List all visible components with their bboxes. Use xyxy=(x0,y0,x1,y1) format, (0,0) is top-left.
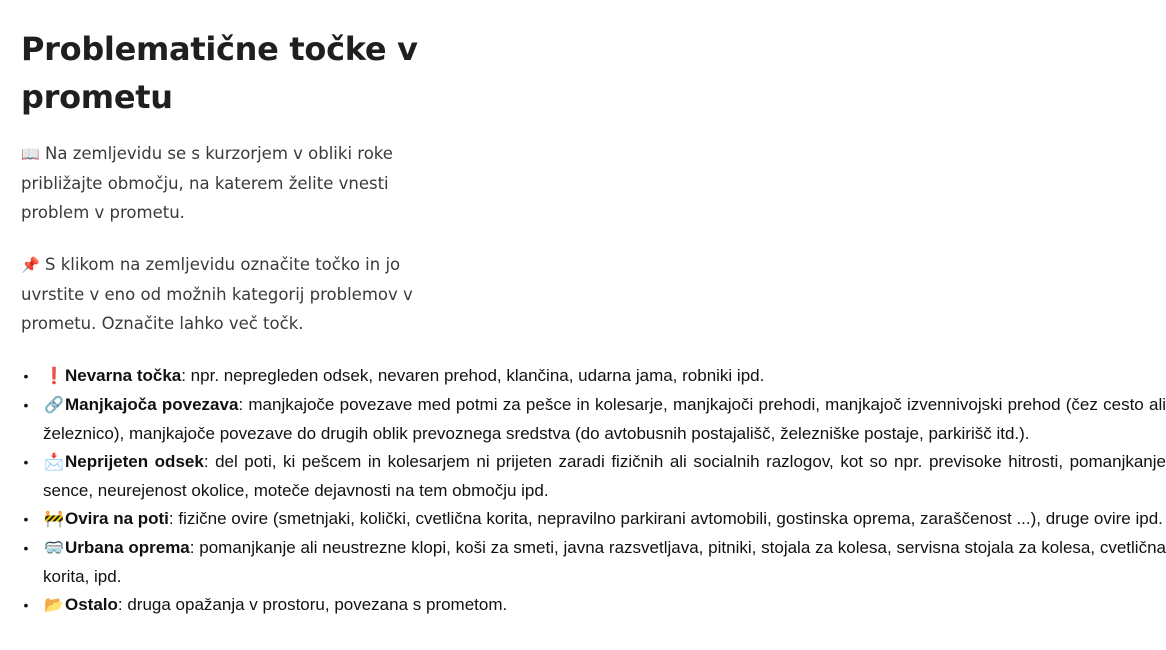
bench-icon: 🥽 xyxy=(44,540,64,557)
page-title: Problematične točke v prometu xyxy=(21,30,418,116)
category-list xyxy=(21,362,1166,620)
category-name: Ostalo xyxy=(65,595,118,614)
category-description: : del poti, ki pešcem in kolesarjem ni prijeten zaradi fizičnih ali socialnih razlogov, kot so npr. previsoke hitrosti, pomanjkanje sence, neurejenost okolice, moteče dejavnosti na tem območju ipd. xyxy=(43,452,1166,500)
bullet: • xyxy=(23,597,29,613)
category-description: : manjkajoče povezave med potmi za pešce in kolesarje, manjkajoči prehodi, manjkajoč izvennivojski prehod (čez cesto ali železnico), manjkajoče povezave do drugih oblik prevoznega sredstva (do avtobusnih postajališč, železniške postaje, parkirišč itd.). xyxy=(43,395,1166,443)
instruction-text-zoom: Na zemljevidu se s kurzorjem v obliki roke približajte območju, na katerem želite vnesti problem v prometu. xyxy=(21,144,393,222)
exclamation-icon: ❗ xyxy=(44,368,64,385)
instruction-paragraph-mark xyxy=(21,250,421,338)
bullet: • xyxy=(23,540,29,556)
intro-panel xyxy=(21,0,421,338)
instruction-paragraph-zoom xyxy=(21,139,421,227)
pushpin-icon: 📌 xyxy=(21,256,40,274)
bullet: • xyxy=(23,511,29,527)
category-description: : druga opažanja v prostoru, povezana s prometom. xyxy=(117,595,508,614)
category-description: : npr. nepregleden odsek, nevaren prehod, klančina, udarna jama, robniki ipd. xyxy=(181,366,765,385)
list-item-urbana-oprema xyxy=(21,534,1166,591)
envelope-icon: 📩 xyxy=(44,454,64,471)
category-name: Neprijeten odsek xyxy=(65,452,204,471)
category-name: Ovira na poti xyxy=(65,509,169,528)
list-item-neprijeten-odsek xyxy=(21,448,1166,505)
folder-icon: 📂 xyxy=(44,597,64,614)
bullet: • xyxy=(23,397,29,413)
category-name: Urbana oprema xyxy=(65,538,190,557)
category-name: Nevarna točka xyxy=(65,366,182,385)
construction-icon: 🚧 xyxy=(44,511,64,528)
list-item-ovira-na-poti xyxy=(21,505,1166,534)
list-item-manjkajoca-povezava xyxy=(21,391,1166,448)
instruction-text-mark: S klikom na zemljevidu označite točko in jo uvrstite v eno od možnih kategorij problemov v prometu. Označite lahko več točk. xyxy=(21,255,413,333)
category-name: Manjkajoča povezava xyxy=(65,395,239,414)
map-icon: 📖 xyxy=(21,145,40,163)
bullet: • xyxy=(23,454,29,470)
category-description: : pomanjkanje ali neustrezne klopi, koši za smeti, javna razsvetljava, pitniki, stojala za kolesa, servisna stojala za kolesa, cvetlična korita, ipd. xyxy=(43,538,1166,586)
list-item-nevarna-tocka xyxy=(21,362,1166,391)
bullet: • xyxy=(23,368,29,384)
link-icon: 🔗 xyxy=(44,397,64,414)
list-item-ostalo xyxy=(21,591,1166,620)
category-description: : fizične ovire (smetnjaki, količki, cvetlična korita, nepravilno parkirani avtomobili, gostinska oprema, zaraščenost ...), druge ovire ipd. xyxy=(168,509,1163,528)
